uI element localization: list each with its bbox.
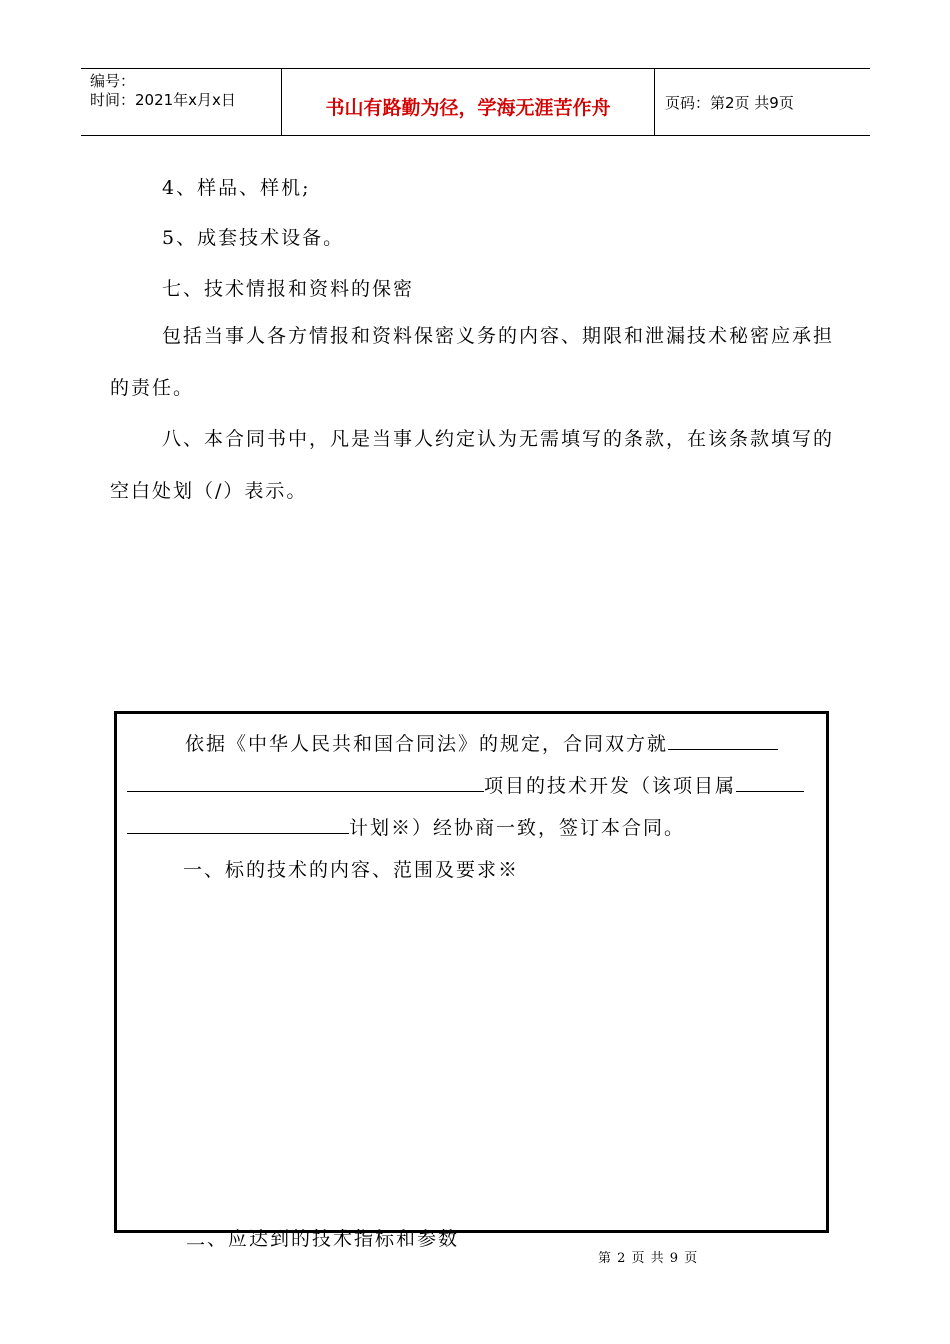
blank-field-project-name[interactable] bbox=[127, 773, 484, 792]
header-meta-cell bbox=[81, 69, 282, 135]
list-item-samples: 4、样品、样机; bbox=[162, 177, 311, 199]
paragraph-confidentiality: 包括当事人各方情报和资料保密义务的内容、期限和泄漏技术秘密应承担的责任。 bbox=[110, 325, 835, 399]
preamble-line-2 bbox=[127, 771, 827, 798]
preamble-text-2: 项目的技术开发（该项目属 bbox=[484, 775, 737, 797]
blank-field-project-category[interactable] bbox=[736, 773, 804, 792]
section-title-technical-content: 一、标的技术的内容、范围及要求※ bbox=[183, 859, 520, 881]
contract-preamble-box bbox=[114, 711, 829, 1233]
header-motto: 书山有路勤为径，学海无涯苦作舟 bbox=[282, 69, 655, 135]
preamble-text-1: 依据《中华人民共和国合同法》的规定，合同双方就 bbox=[185, 733, 669, 755]
page-header bbox=[81, 68, 870, 136]
document-date-label: 时间：2021年x月x日 bbox=[90, 91, 236, 109]
section-title-confidentiality: 七、技术情报和资料的保密 bbox=[162, 278, 415, 300]
header-page-number: 页码：第2页 共9页 bbox=[665, 94, 794, 112]
document-number-label: 编号： bbox=[90, 72, 136, 90]
page-footer: 第 2 页 共 9 页 bbox=[598, 1251, 699, 1266]
list-item-equipment: 5、成套技术设备。 bbox=[162, 227, 345, 249]
blank-field-parties[interactable] bbox=[668, 731, 778, 750]
blank-field-plan[interactable] bbox=[127, 815, 349, 834]
preamble-line-3 bbox=[127, 813, 827, 840]
preamble-line-1 bbox=[127, 729, 827, 756]
preamble-text-3: 计划※）经协商一致，签订本合同。 bbox=[349, 817, 686, 839]
paragraph-blank-clauses: 八、本合同书中，凡是当事人约定认为无需填写的条款，在该条款填写的空白处划（/）表示。 bbox=[110, 428, 835, 502]
section-title-technical-indicators: 二、应达到的技术指标和参数 bbox=[186, 1228, 460, 1250]
